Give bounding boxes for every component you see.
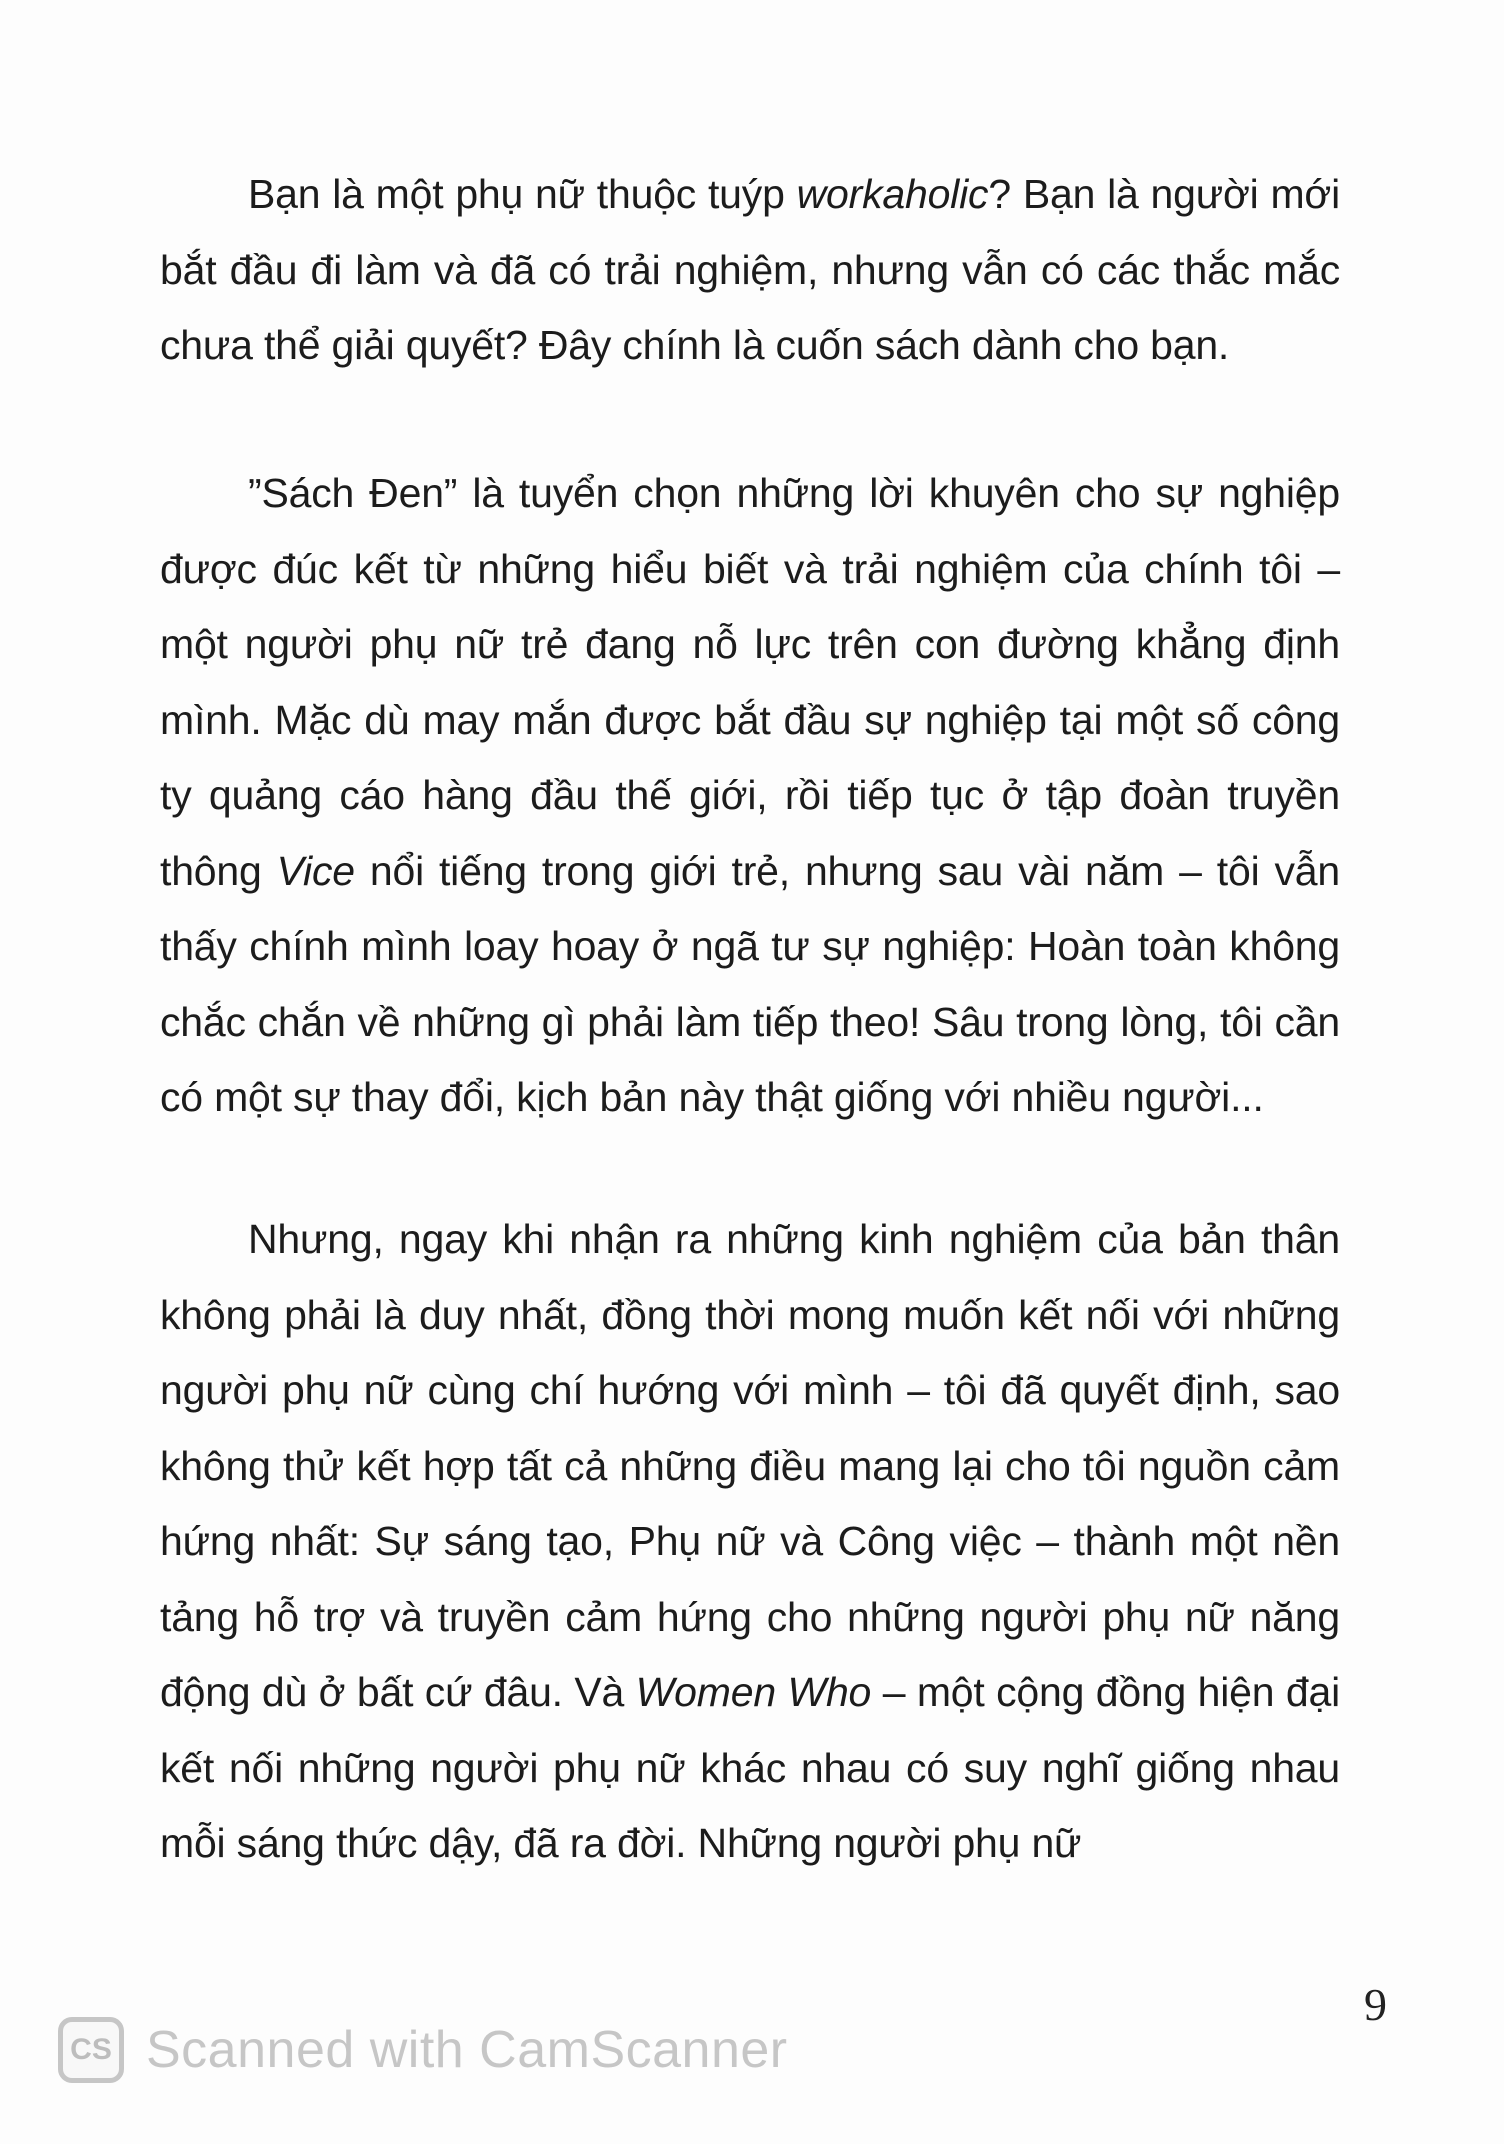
watermark-text: Scanned with CamScanner	[146, 2021, 788, 2079]
paragraph-1-seg-3: ? Bạn là người mới bắt đầu đi làm và đã có trải nghiệm, nhưng vẫn có các thắc mắc chưa thể giải quyết? Đây chính là cuốn sách dành cho bạn.	[160, 171, 1340, 368]
paragraph-3-seg-1: Nhưng, ngay khi nhận ra những kinh nghiệm của bản thân không phải là duy nhất, đồng thời mong muốn kết nối với những người phụ nữ cùng chí hướng với mình – tôi đã quyết định, sao không thử kết hợp tất cả những điều mang lại cho tôi nguồn cảm hứng nhất: Sự sáng tạo, Phụ nữ và Công việc – thành một nền tảng hỗ trợ và truyền cảm hứng cho những người phụ nữ năng động dù ở bất cứ đâu. Và	[160, 1216, 1340, 1715]
paragraph-1	[160, 157, 1340, 384]
paragraph-3-text	[160, 1202, 1340, 1882]
camscanner-logo-icon: CS	[58, 2017, 124, 2083]
paragraph-2-seg-3: nổi tiếng trong giới trẻ, nhưng sau vài năm – tôi vẫn thấy chính mình loay hoay ở ngã tư sự nghiệp: Hoàn toàn không chắc chắn về những gì phải làm tiếp theo! Sâu trong lòng, tôi cần có một sự thay đổi, kịch bản này thật giống với nhiều người...	[160, 847, 1340, 1120]
paragraph-2-seg-1: ”Sách Đen” là tuyển chọn những lời khuyên cho sự nghiệp được đúc kết từ những hiểu biết và trải nghiệm của chính tôi – một người phụ nữ trẻ đang nỗ lực trên con đường khẳng định mình. Mặc dù may mắn được bắt đầu sự nghiệp tại một số công ty quảng cáo hàng đầu thế giới, rồi tiếp tục ở tập đoàn truyền thông	[160, 470, 1340, 894]
camscanner-watermark	[58, 2017, 788, 2083]
paragraph-3	[160, 1202, 1340, 1882]
paragraph-1-seg-1: Bạn là một phụ nữ thuộc tuýp	[248, 171, 797, 217]
paragraph-2-seg-2-italic: Vice	[276, 847, 355, 894]
paragraph-3-seg-3: – một cộng đồng hiện đại kết nối những người phụ nữ khác nhau có suy nghĩ giống nhau mỗi sáng thức dậy, đã ra đời. Những người phụ nữ	[160, 1669, 1341, 1866]
paragraph-3-seg-2-italic: Women Who	[635, 1669, 872, 1715]
paragraph-1-text	[160, 157, 1340, 384]
paragraph-2-text	[160, 456, 1340, 1136]
paragraph-1-seg-2-italic: workaholic	[796, 171, 989, 217]
page-number: 9	[1364, 1979, 1387, 2030]
paragraph-2	[160, 456, 1340, 1136]
